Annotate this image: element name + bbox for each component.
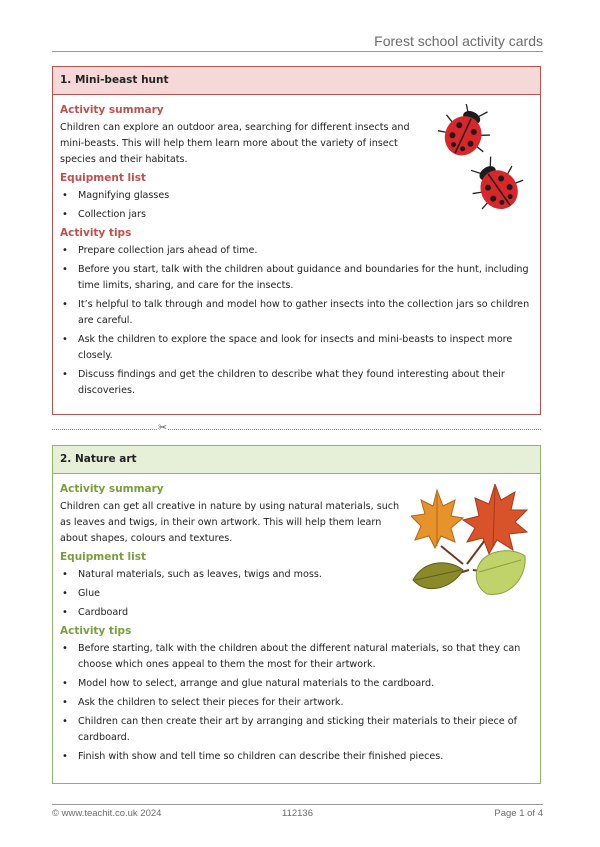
equipment-heading: Equipment list [60, 172, 146, 184]
list-item: • Before starting, talk with the children about the different natural materials, so that they can choose which ones appeal to them the most for their artwork. [60, 641, 533, 673]
list-item: • Discuss findings and get the children to describe what they found interesting about their discoveries. [60, 367, 533, 399]
list-item: • Cardboard [60, 605, 533, 621]
list-item: • Collection jars [60, 207, 533, 223]
card-title: 2. Nature art [53, 446, 540, 474]
page-title: Forest school activity cards [374, 33, 543, 49]
card-title: 1. Mini-beast hunt [53, 67, 540, 95]
footer-page-number: Page 1 of 4 [494, 808, 543, 819]
list-item: • Magnifying glasses [60, 188, 533, 204]
summary-text: Children can explore an outdoor area, searching for different insects and mini-beasts. This will help them learn more about the variety of insect species and their habitats. [60, 122, 410, 165]
autumn-leaves-icon [411, 484, 533, 608]
page-header [52, 33, 543, 52]
list-item: • Children can then create their art by arranging and sticking their materials to their piece of cardboard. [60, 714, 533, 746]
ladybird-icon [428, 104, 538, 219]
tips-heading: Activity tips [60, 227, 132, 239]
equipment-heading: Equipment list [60, 551, 146, 563]
tips-list [60, 641, 533, 765]
scissors-icon: ✂ [158, 421, 168, 434]
tips-heading: Activity tips [60, 625, 132, 637]
list-item: • Finish with show and tell time so children can describe their finished pieces. [60, 749, 533, 765]
tips-list [60, 243, 533, 399]
activity-card-nature-art [52, 445, 541, 784]
list-item: • Glue [60, 586, 533, 602]
footer-copyright: © www.teachit.co.uk 2024 [52, 808, 162, 819]
list-item: • Before you start, talk with the children about guidance and boundaries for the hunt, including time limits, sharing, and care for the insects. [60, 262, 533, 294]
summary-heading: Activity summary [60, 483, 164, 495]
list-item: • Natural materials, such as leaves, twigs and moss. [60, 567, 533, 583]
page-footer [52, 804, 543, 822]
activity-card-mini-beast-hunt [52, 66, 541, 415]
summary-text: Children can get all creative in nature by using natural materials, such as leaves and twigs, in their own artwork. This will help them learn about shapes, colours and textures. [60, 501, 400, 544]
summary-heading: Activity summary [60, 104, 164, 116]
footer-resource-code: 112136 [282, 808, 313, 819]
list-item: • Prepare collection jars ahead of time. [60, 243, 533, 259]
list-item: • Ask the children to explore the space and look for insects and mini-beasts to inspect more closely. [60, 332, 533, 364]
list-item: • Model how to select, arrange and glue natural materials to the cardboard. [60, 676, 533, 692]
list-item: • It’s helpful to talk through and model how to gather insects into the collection jars so children are careful. [60, 297, 533, 329]
cut-line [52, 429, 541, 430]
list-item: • Ask the children to select their pieces for their artwork. [60, 695, 533, 711]
